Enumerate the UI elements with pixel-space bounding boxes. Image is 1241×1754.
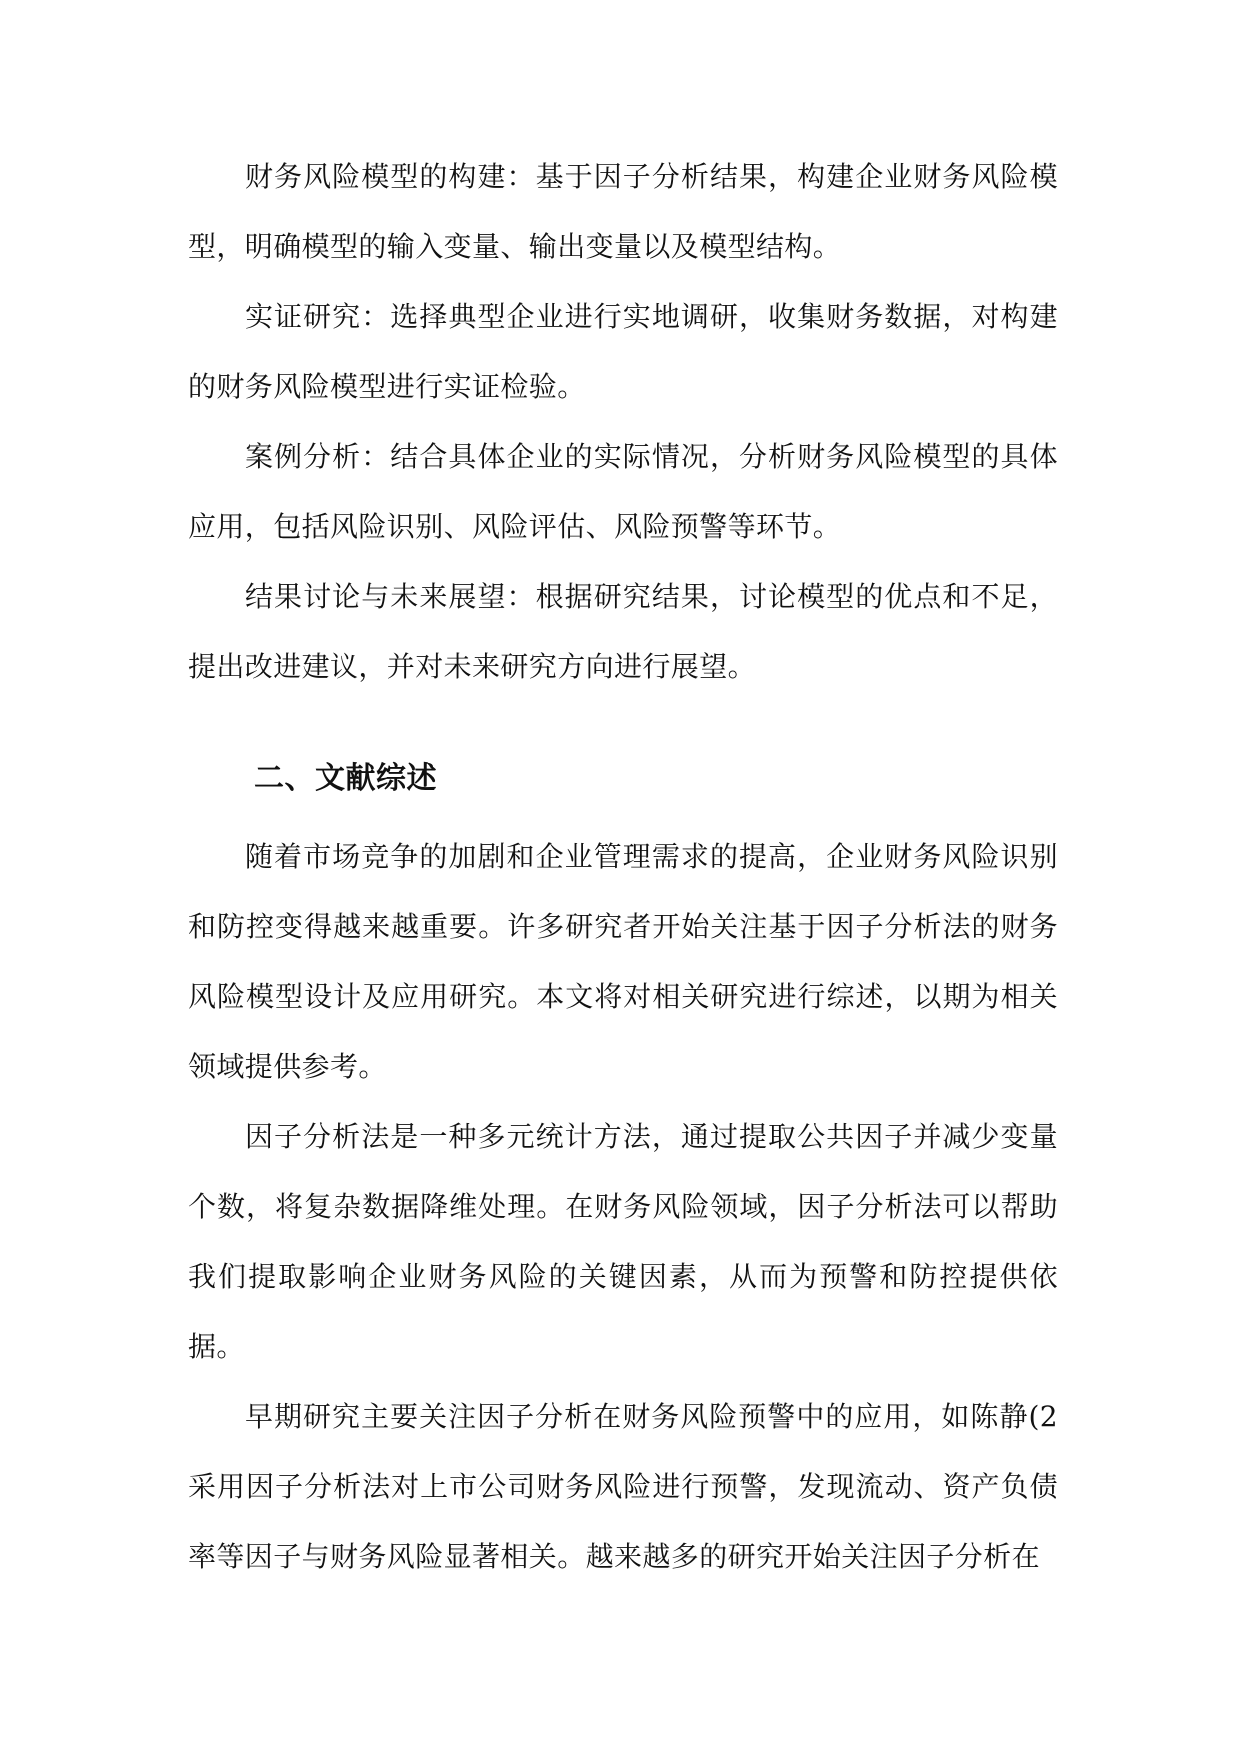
paragraph-case-analysis: 案例分析：结合具体企业的实际情况，分析财务风险模型的具体应用，包括风险识别、风险评估、风险预警等环节。: [188, 440, 1058, 543]
paragraph-factor-analysis: 因子分析法是一种多元统计方法，通过提取公共因子并减少变量个数，将复杂数据降维处理。在财务风险领域，因子分析法可以帮助我们提取影响企业财务风险的关键因素，从而为预警和防控提供依据。: [188, 1120, 1058, 1363]
paragraph-results-discussion: 结果讨论与未来展望：根据研究结果，讨论模型的优点和不足，提出改进建议，并对未来研究方向进行展望。: [188, 580, 1058, 683]
section-heading-literature-review: 二、文献综述: [254, 761, 437, 796]
document-body: [188, 142, 1058, 1592]
paragraph-model-construction: 财务风险模型的构建：基于因子分析结果，构建企业财务风险模型，明确模型的输入变量、输出变量以及模型结构。: [188, 160, 1058, 263]
paragraph-empirical-research: 实证研究：选择典型企业进行实地调研，收集财务数据，对构建的财务风险模型进行实证检验。: [188, 300, 1058, 403]
paragraph-early-research: 早期研究主要关注因子分析在财务风险预警中的应用，如陈静(2采用因子分析法对上市公司财务风险进行预警，发现流动、资产负债率等因子与财务风险显著相关。越来越多的研究开始关注因子分析在: [188, 1400, 1058, 1573]
paragraph-review-intro: 随着市场竞争的加剧和企业管理需求的提高，企业财务风险识别和防控变得越来越重要。许多研究者开始关注基于因子分析法的财务风险模型设计及应用研究。本文将对相关研究进行综述，以期为相关领域提供参考。: [188, 840, 1058, 1083]
